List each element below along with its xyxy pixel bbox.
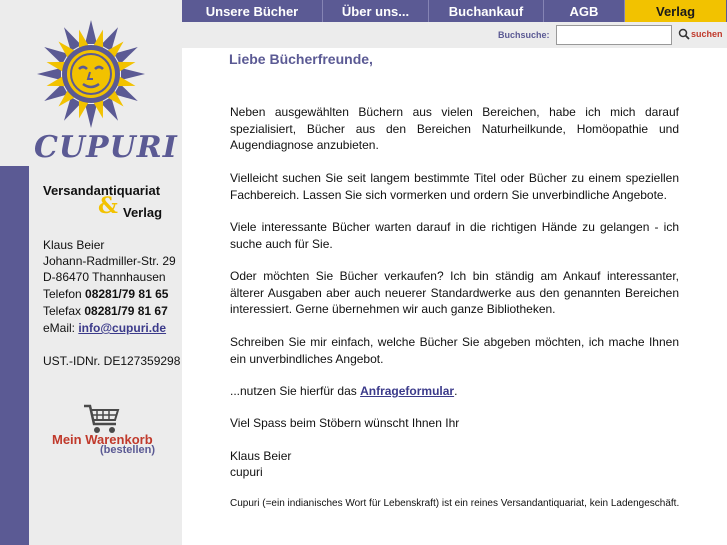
cart-link[interactable]: Mein Warenkorb bbox=[52, 432, 153, 447]
company-line-1: Versandantiquariat bbox=[43, 183, 161, 198]
signature-name: Klaus Beier bbox=[230, 449, 292, 463]
company-ampersand: & bbox=[98, 193, 118, 219]
contact-phone bbox=[43, 287, 168, 301]
fax-label: Telefax bbox=[43, 304, 85, 318]
email-label: eMail: bbox=[43, 321, 79, 335]
paragraph-greeting-close: Viel Spass beim Stöbern wünscht Ihnen Ihr bbox=[230, 416, 460, 430]
paragraph-search: Vielleicht suchen Sie seit langem bestimmte Titel oder Bücher zu einem speziellen Fachbereich. Lassen Sie sich vormerken und ordern Sie unverbindliche Angebote. bbox=[230, 171, 679, 202]
logo-wordmark[interactable]: CUPURI bbox=[34, 130, 178, 165]
ustid-number: UST.-IDNr. DE127359298 bbox=[43, 354, 181, 368]
sidebar-stripe bbox=[0, 166, 29, 545]
cart-order-link[interactable]: (bestellen) bbox=[100, 444, 156, 456]
contact-street: Johann-Radmiller-Str. 29 bbox=[43, 254, 176, 268]
page-greeting: Liebe Bücherfreunde, bbox=[229, 51, 373, 67]
search-bar bbox=[182, 22, 727, 48]
footnote: Cupuri (=ein indianisches Wort für Lebenskraft) ist ein reines Versandantiquariat, kein Ladengeschäft. bbox=[230, 498, 680, 509]
paragraph-offer: Schreiben Sie mir einfach, welche Bücher Sie abgeben möchten, ich mache Ihnen ein unverbindliches Angebot. bbox=[230, 335, 679, 366]
nav-unsere-buecher[interactable]: Unsere Bücher bbox=[205, 3, 299, 19]
contact-name: Klaus Beier bbox=[43, 238, 105, 252]
nav-verlag[interactable]: Verlag bbox=[625, 0, 726, 22]
email-link[interactable]: info@cupuri.de bbox=[78, 321, 167, 335]
phone-label: Telefon bbox=[43, 287, 86, 301]
top-nav bbox=[182, 0, 727, 22]
paragraph-sell: Oder möchten Sie Bücher verkaufen? Ich bin ständig am Ankauf interessanter, älterer Ausgaben aber auch neuerer Standardwerke aus den genannten Bereichen interessiert. Gerne übernehmen wir auch ganze Bibliotheken. bbox=[230, 269, 679, 316]
paragraph-books: Viele interessante Bücher warten darauf in die richtigen Hände zu gelangen - ich suche auch für Sie. bbox=[230, 220, 679, 251]
company-line-2: Verlag bbox=[123, 205, 163, 220]
fax-number: 08281/79 81 67 bbox=[84, 304, 168, 318]
search-input[interactable] bbox=[556, 25, 672, 45]
contact-city: D-86470 Thannhausen bbox=[43, 270, 166, 284]
paragraph-form bbox=[230, 383, 679, 400]
signature-company: cupuri bbox=[230, 465, 263, 479]
form-prefix: ...nutzen Sie hierfür das bbox=[230, 384, 361, 398]
search-button[interactable] bbox=[678, 28, 723, 40]
contact-fax bbox=[43, 304, 168, 318]
search-button-label: suchen bbox=[691, 29, 723, 39]
nav-agb[interactable]: AGB bbox=[569, 3, 599, 19]
sun-logo-icon[interactable] bbox=[30, 18, 152, 130]
nav-buchankauf[interactable]: Buchankauf bbox=[448, 3, 524, 19]
search-icon bbox=[678, 28, 690, 40]
request-form-link[interactable]: Anfrageformular bbox=[360, 384, 455, 398]
form-suffix: . bbox=[454, 384, 458, 398]
phone-number: 08281/79 81 65 bbox=[85, 287, 169, 301]
shopping-cart-icon[interactable] bbox=[82, 402, 122, 436]
search-label: Buchsuche: bbox=[498, 30, 550, 40]
nav-ueber-uns[interactable]: Über uns... bbox=[341, 3, 410, 19]
paragraph-intro: Neben ausgewählten Büchern aus vielen Bereichen, habe ich mich darauf spezialisiert, Bücher aus den Bereichen Naturheilkunde, Homöopathie und Augendiagnose anzubieten. bbox=[230, 105, 679, 152]
contact-email bbox=[43, 321, 166, 335]
